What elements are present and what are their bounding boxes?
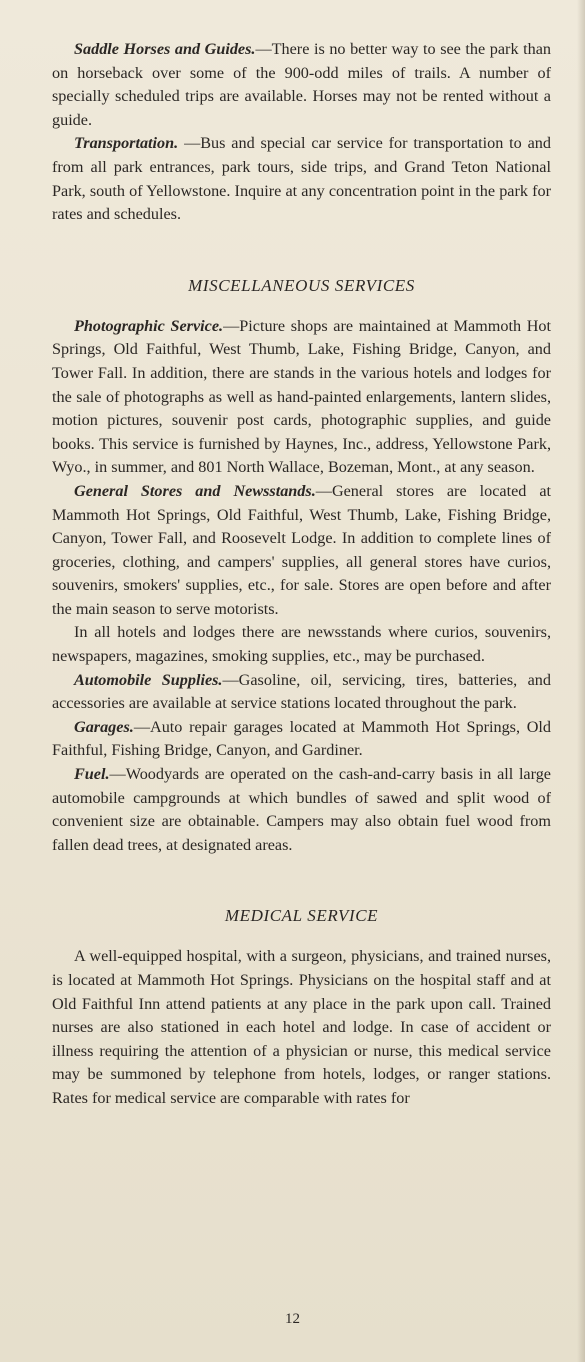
paragraph-transportation	[52, 132, 551, 226]
paragraph-fuel	[52, 763, 551, 857]
paragraph-lead: General Stores and Newsstands.	[74, 481, 316, 500]
page-number: 12	[285, 1311, 300, 1327]
paragraph-photographic-service	[52, 315, 551, 480]
paragraph-garages	[52, 716, 551, 763]
paragraph-lead: Fuel.	[74, 765, 110, 784]
paragraph-medical	[52, 945, 551, 1110]
paragraph-saddle-horses	[52, 38, 551, 132]
paragraph-lead: Saddle Horses and Guides.	[74, 40, 256, 58]
paragraph-body: —General stores are located at Mammoth Hot Springs, Old Faithful, West Thumb, Lake, Fishing Bridge, Canyon, Tower Fall, and Roosevelt Lodge. In addition to complete lines of groceries, clothing, and campers' supplies, all general stores have curios, souvenirs, smokers' supplies, etc., for sale. Stores are open before and after the main season to serve motorists.	[52, 481, 552, 618]
miscellaneous-section	[52, 315, 551, 858]
medical-section	[52, 945, 551, 1110]
paragraph-body: A well-equipped hospital, with a surgeon, physicians, and trained nurses, is located at Mammoth Hot Springs. Physicians on the hospital staff and at Old Faithful Inn attend patients at any place in the park upon call. Trained nurses are also stationed in each hotel and lodge. In case of accident or illness requiring the attention of a physician or nurse, this medical service may be summoned by telephone from hotels, lodges, or ranger stations. Rates for medical service are comparable with rates for	[52, 947, 551, 1107]
paragraph-body: In all hotels and lodges there are newsstands where curios, souvenirs, newspapers, magazines, smoking supplies, etc., may be purchased.	[52, 623, 551, 666]
paragraph-general-stores	[52, 480, 551, 622]
heading-medical-service: MEDICAL SERVICE	[224, 906, 379, 926]
paragraph-body: —Picture shops are maintained at Mammoth Hot Springs, Old Faithful, West Thumb, Lake, Fishing Bridge, Canyon, and Tower Fall. In addition, there are stands in the various hotels and lodges for the sale of photographs as well as hand-painted enlargements, lantern slides, motion pictures, souvenir post cards, photographic supplies, and guide books. This service is furnished by Haynes, Inc., address, Yellowstone Park, Wyo., in summer, and 801 North Wallace, Bozeman, Mont., at any season.	[52, 316, 551, 477]
paragraph-body: —Gasoline, oil, servicing, tires, batteries, and accessories are available at service stations located throughout the park.	[52, 670, 551, 713]
paragraph-lead: Transportation.	[74, 134, 179, 153]
paragraph-automobile-supplies	[52, 669, 551, 716]
heading-miscellaneous-services: MISCELLANEOUS SERVICES	[188, 275, 415, 295]
paragraph-body: —Woodyards are operated on the cash-and-carry basis in all large automobile campgrounds at which bundles of sawed and split wood of convenient size are obtainable. Campers may also obtain fuel wood from fallen dead trees, at designated areas.	[52, 765, 551, 854]
paragraph-body: —There is no better way to see the park than on horseback over some of the 900-odd miles of trails. A number of specially scheduled trips are available. Horses may not be rented without a guide.	[52, 40, 551, 129]
paragraph-lead: Photographic Service.	[74, 316, 224, 335]
paragraph-body: —Auto repair garages located at Mammoth Hot Springs, Old Faithful, Fishing Bridge, Canyon, and Gardiner.	[52, 717, 551, 760]
paragraph-newsstands	[52, 621, 551, 668]
paragraph-lead: Automobile Supplies.	[74, 670, 223, 689]
paragraph-body: —Bus and special car service for transportation to and from all park entrances, park tours, side trips, and Grand Teton National Park, south of Yellowstone. Inquire at any concentration point in the park for rates and schedules.	[52, 134, 551, 224]
paragraph-lead: Garages.	[74, 717, 134, 736]
top-section	[52, 38, 551, 227]
